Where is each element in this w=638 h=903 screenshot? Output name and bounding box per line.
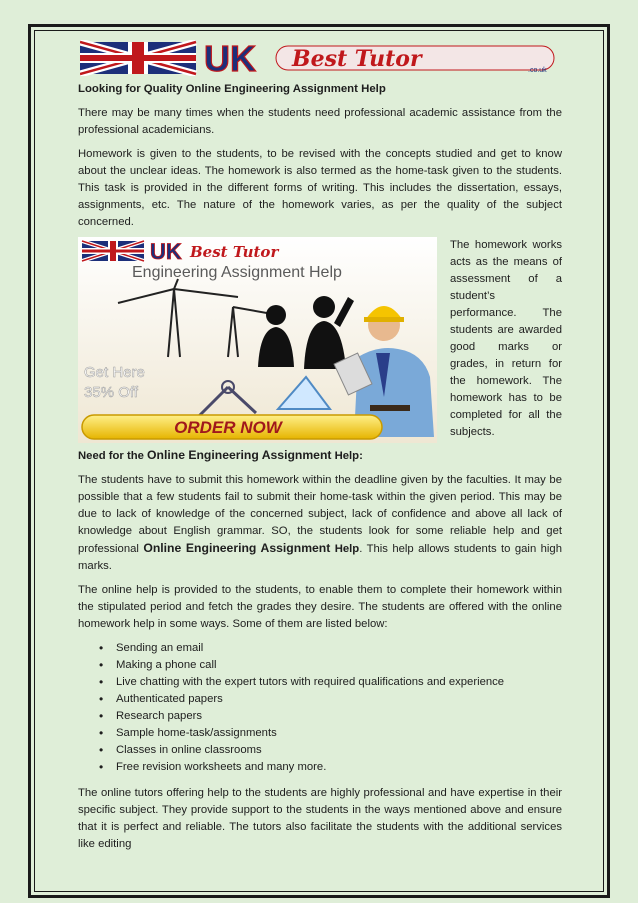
list-item: • Sample home-task/assignments [116,725,562,742]
paragraph-3-keyword: Online Engineering Assignment [143,541,331,555]
paragraph-3-keyword-suffix: Help [330,543,360,555]
list-item: • Classes in online classrooms [116,742,562,759]
paragraph-1: There may be many times when the students need professional academic assistance from the professional academicians. [78,107,562,136]
svg-text:UK: UK [204,40,256,76]
list-item: • Making a phone call [116,657,562,674]
paragraph-5: The online tutors offering help to the students are highly professional and have expertise in their specific subject. They provide support to the students in the ways mentioned above and ensure that it is perfect and reliable. The tutors also facilitate the students with the additional services like editing [78,787,562,850]
engineering-assignment-help-banner[interactable] [78,237,437,443]
list-item: • Authenticated papers [116,691,562,708]
side-paragraph: The homework works acts as the means of assessment of a student’s performance. The students are awarded good marks or grades, in return for the homework. The homework has to be completed for all the subjects. [450,239,562,438]
article-title: Looking for Quality Online Engineering Assignment Help [78,83,386,95]
list-item: • Sending an email [116,640,562,657]
svg-text:UK: UK [150,239,182,264]
banner-row [78,237,562,443]
svg-text:.co.uk: .co.uk [528,67,547,74]
svg-text:Get Here: Get Here [84,364,145,381]
svg-text:Engineering Assignment Help: Engineering Assignment Help [132,264,342,281]
subheading-prefix: Need for the [78,450,148,462]
banner-graphic [78,237,437,443]
paragraph-3-end: . This help allows students to gain high marks. [78,543,562,572]
paragraph-3-text: The students have to submit this homework within the deadline given by the faculties. It may be possible that a few students fail to submit their home-task within the given period. This may be due to lack of knowledge of the concerned subject, lack of confidence and above all lack of knowledge about English grammar. SO, the students look for some reliable help and get professional [78,474,562,555]
uk-best-tutor-logo[interactable] [80,40,560,76]
svg-text:Best Tutor: Best Tutor [292,46,422,72]
subheading [78,447,562,465]
svg-text:ORDER NOW: ORDER NOW [174,418,282,437]
subheading-suffix: Help: [331,450,363,462]
bullet-list [78,640,562,776]
uk-flag-icon [80,42,196,74]
svg-text:Best Tutor: Best Tutor [190,243,279,261]
banner-uk-flag-icon [82,241,144,261]
list-item: • Live chatting with the expert tutors with required qualifications and experience [116,674,562,691]
paragraph-4: The online help is provided to the students, to enable them to complete their homework within the stipulated period and fetch the grades they desire. The students are offered with the online homework help in some ways. Some of them are listed below: [78,584,562,630]
paragraph-3 [78,472,562,575]
logo-graphic [80,40,560,76]
paragraph-2: Homework is given to the students, to be revised with the concepts studied and get to know about the unclear ideas. The homework is also termed as the home-task given to the students. This task is provided in the different forms of writing. This includes the dissertation, essays, assignments, etc. The nature of the homework varies, as per the quality of the subject concerned. [78,148,562,228]
list-item: • Research papers [116,708,562,725]
subheading-emphasis: Online Engineering Assignment [147,448,332,462]
svg-text:35% Off: 35% Off [84,384,138,401]
list-item: • Free revision worksheets and many more. [116,759,562,776]
document-content [78,40,562,853]
